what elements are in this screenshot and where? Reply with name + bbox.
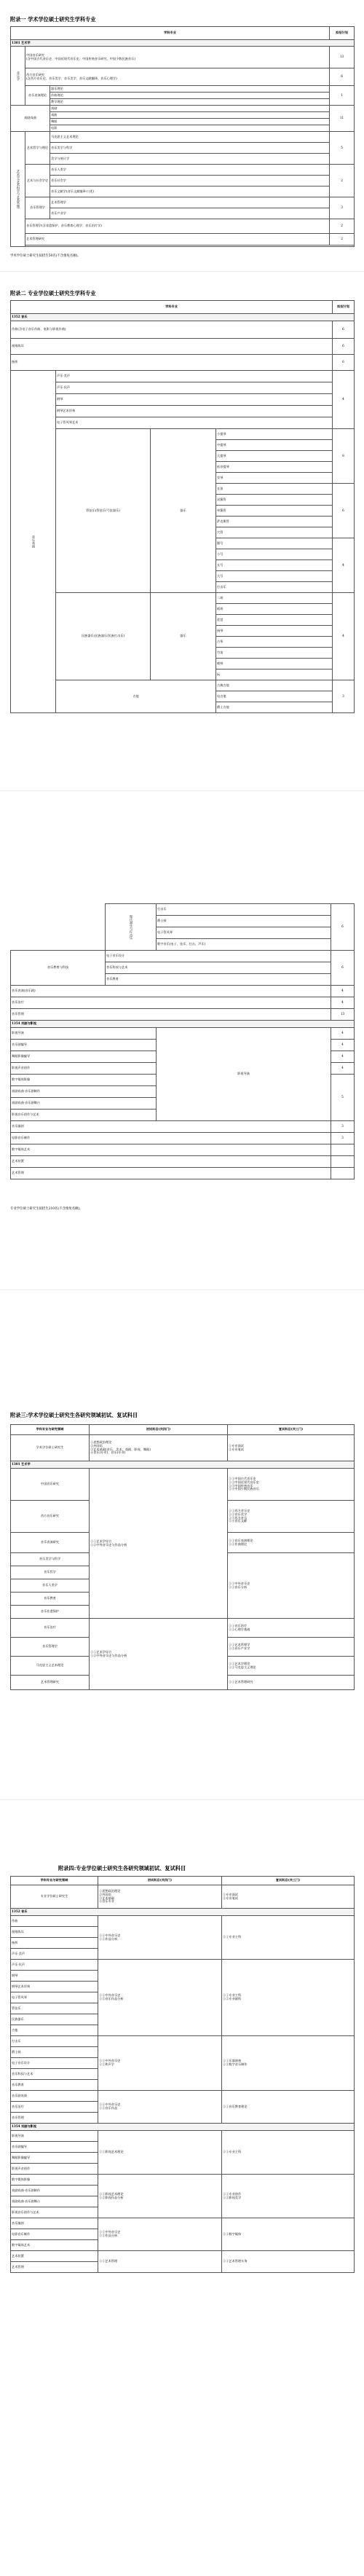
t4-row-5: 音乐哲学 <box>11 1566 90 1579</box>
t3-b-row-1-count: 4 <box>331 1028 355 1040</box>
t5-blk-1-e1: ①①中外音乐史 ①②作品分析 <box>98 1916 222 1960</box>
guitar-item-3: 爵士吉他 <box>216 702 333 713</box>
t3-b-row-5: 数字媒体影像 <box>11 1075 157 1086</box>
inst-item-9: 萨克斯管 <box>216 517 333 527</box>
t5-b-row-7: 戏剧戏曲·音乐剧舞台 <box>11 2196 98 2207</box>
t3-modern-label: 现代器乐与打击乐 <box>106 904 157 951</box>
t5-b-row-8: 影视音乐创作与艺术 <box>11 2207 98 2218</box>
music-row-3-count: 1 <box>330 86 355 106</box>
t5-bb-1-e2: ①①专业主科 <box>222 2131 355 2175</box>
chinese-inst-label: 器乐 <box>151 593 216 680</box>
t3-b-row-4: 影视声音创作 <box>11 1063 157 1075</box>
chinese-item-5: 古筝 <box>216 637 333 648</box>
header-count: 拟招计划 <box>330 27 355 40</box>
t5-row-4: 声乐·美声 <box>11 1949 98 1960</box>
appendix-4-table <box>10 1876 355 2273</box>
t4-more-2-e2: ①①艺术管理学 ①②音乐产业学 <box>228 1638 355 1657</box>
t3-c-row-4: 艺术装置 <box>11 1156 331 1168</box>
t5-b-row-10: 电影音乐制作 <box>11 2229 98 2240</box>
guitar-header: 吉他 <box>56 680 216 713</box>
t4-more-2: 音乐管理学 <box>11 1638 90 1657</box>
inst-item-7: 双簧管 <box>216 495 333 506</box>
t4-more-1: 音乐治疗 <box>11 1619 90 1638</box>
inst-item-11: 圆号 <box>216 538 333 549</box>
t5-bb-4-e1: ①①艺术管理 <box>98 2251 222 2273</box>
t5-group-1352: 1352 音乐 <box>11 1909 355 1916</box>
guitar-item-1: 古典吉他 <box>216 680 333 691</box>
t5-bb-2-e1: ①①影视艺术理论 ①②影视作品分析 <box>98 2175 222 2218</box>
chinese-item-8: 阮 <box>216 669 333 680</box>
opera-row-4: 电影 <box>50 125 330 132</box>
t5-row-6: 钢琴 <box>11 1971 98 1982</box>
inst-item-4: 低音提琴 <box>216 462 333 473</box>
music-row-3-sub-1: 器乐理论 <box>50 86 330 93</box>
ai-block-3-item-1: 艺术管理学 <box>50 197 330 208</box>
t5-bb-2-e2: ①①专业创作 ①②影视美学 <box>222 2175 355 2218</box>
t2-row-2-count: 6 <box>333 339 355 355</box>
t4-header-1: 学科专业与研究领域 <box>11 1425 90 1435</box>
t5-blk-2-e2: ①①专业主科 ①②专业副科 <box>222 1960 355 2036</box>
chinese-item-1: 二胡 <box>216 593 333 604</box>
t3-mgmt: 音乐管理 <box>11 1009 331 1021</box>
ai-block-2-label: 艺术与社会学史 <box>25 165 50 197</box>
t5-row0-exam2: ①专业面试 ②专业笔试 <box>222 1885 355 1909</box>
ai-last-count: 2 <box>330 234 355 246</box>
t3-mgmt-count: 13 <box>331 1009 355 1021</box>
vocal-item-3: 钢琴 <box>56 394 333 406</box>
t3-b-row-3: 舞蹈影像编导 <box>11 1051 157 1063</box>
t5-b-row-12: 艺术装置 <box>11 2251 98 2262</box>
inst-item-12: 小号 <box>216 549 333 560</box>
t3-b-row-6: 戏剧戏曲·音乐剧制作 <box>11 1086 157 1098</box>
t4-row-2: 西方音乐研究 <box>11 1501 90 1533</box>
t5-blk-3-e1: ①①中外音乐史 ①②和声学 <box>98 2036 222 2091</box>
t5-blk-4-e1: ①①中外音乐史 ①②音乐作品 <box>98 2091 222 2124</box>
t4-row-3-e2: ①①音乐表演理论 ①②作曲理论 <box>228 1533 355 1553</box>
t4-more-3-e2: ①①艺术学理论 ①②马克思主义理论 <box>228 1657 355 1676</box>
t3-modern-item-3: 电子管风琴 <box>157 927 331 939</box>
opera-row-2: 戏曲 <box>50 112 330 119</box>
t5-row-10: 民族器乐 <box>11 2014 98 2025</box>
inst-item-8: 单簧管 <box>216 506 333 517</box>
t4-row0-exam1: ①思想政治理论 ②外国语 ③艺术基础(音乐、美术、戏剧、影视、舞蹈) ④音乐(专业)、音乐(专业) <box>90 1435 228 1461</box>
ai-block-2-count: 2 <box>330 165 355 197</box>
ai-extra: 音乐管理学(含非遗保护、音乐教育心理学、音乐治疗学) <box>25 219 330 234</box>
t5-row-13: 爵士鼓 <box>11 2047 98 2058</box>
t5-blk-4-e2: ①①音乐教育理论 <box>222 2091 355 2124</box>
t4-more-4: 艺术管理研究 <box>11 1676 90 1690</box>
inst-item-14: 大号 <box>216 571 333 582</box>
t4-row-2-e2: ①①西方音乐史 ①②音乐美学 ①③西方音乐 ①④音乐文献 <box>228 1501 355 1533</box>
t3-modern-item-4: 数字音乐(电子、弦乐、打击、声乐) <box>157 939 331 951</box>
appendix-3-title: 附录三:学术学位硕士研究生各研究领域初试、复试科目 <box>10 1412 138 1418</box>
opera-row-3: 舞蹈 <box>50 119 330 125</box>
t3-edu-item-3: 音乐教育 <box>106 974 331 986</box>
t4-row0-exam2: ①专业面试 ②专业笔试 <box>228 1435 355 1461</box>
t4-row-4-e2: ①①中外音乐史 ①②音乐分析 <box>228 1553 355 1619</box>
inst-item-10: 大管 <box>216 527 333 538</box>
group-1352: 1352 音乐 <box>11 314 355 321</box>
t4-group-1301: 1301 艺术学 <box>11 1461 355 1469</box>
t4-exam-mid: ①①艺术学综合 ①②中外音乐史与作品分析 <box>90 1469 228 1619</box>
t5-b-row-5: 数字媒体影像 <box>11 2175 98 2186</box>
appendix-4-title: 附录四:专业学位硕士研究生各研究领域初试、复试科目 <box>58 1865 186 1872</box>
inst-sub: 管弦乐(管弦乐/弓弦器乐) <box>56 429 151 593</box>
ai-block-1-label: 艺术哲学与理论 <box>25 132 50 165</box>
appendix-3-table <box>10 1424 355 1690</box>
page-break-2 <box>0 790 364 791</box>
t5-b-row-3: 舞蹈影像编导 <box>11 2153 98 2164</box>
inst-header: 器乐 <box>151 429 216 593</box>
group-1354: 1354 戏剧与影视 <box>11 1021 355 1028</box>
t4-row0-label: 学术学位硕士研究生 <box>11 1435 90 1461</box>
t5-b-row-1: 影视导演 <box>11 2131 98 2142</box>
t5-row-12: 打击乐 <box>11 2036 98 2047</box>
music-row-3-label: 音乐表演理论 <box>25 86 50 106</box>
t3-edu-count: 6 <box>331 951 355 986</box>
appendix-1-title: 附录一 学术学位硕士研究生学科专业 <box>10 16 96 23</box>
ai-block-1-item-1: 马克思主义艺术理论 <box>50 132 330 143</box>
music-row-3-sub-2: 作曲理论 <box>50 93 330 99</box>
inst-item-3: 大提琴 <box>216 451 333 462</box>
t4-row-6: 音乐人类学 <box>11 1579 90 1593</box>
appendix-2-table <box>10 300 355 713</box>
t5-row-2: 视唱练耳 <box>11 1927 98 1938</box>
t3-therapy-count: 4 <box>331 997 355 1009</box>
inst-item-1: 小提琴 <box>216 429 333 440</box>
t3-b-row-7: 戏剧戏曲·音乐剧舞台 <box>11 1098 157 1110</box>
t2-row-3-count: 6 <box>333 355 355 371</box>
t5-header-3: 复试科目(共三门) <box>222 1877 355 1885</box>
t4-more-3: 马克思主义艺术理论 <box>11 1657 90 1676</box>
t3-b-row-8: 影视音乐创作与艺术 <box>11 1110 157 1121</box>
appendix-1-note: 学术学位硕士研究生拟招生50名(不含推免名额)。 <box>10 254 81 258</box>
ai-cat: 艺术学(艺术科学与艺术管理) <box>11 132 25 247</box>
t5-row-18: 音乐治疗 <box>11 2102 98 2113</box>
group-1301: 1301 艺术学 <box>11 40 355 47</box>
t3-edu-item-1: 电子音乐设计 <box>106 951 331 962</box>
inst-item-2: 中提琴 <box>216 440 333 451</box>
t5-b-row-11: 数字媒体艺术 <box>11 2240 98 2251</box>
t5-blk-3-e2: ①①乐器演奏 ①②数字音乐制作 <box>222 2036 355 2091</box>
t5-row-7: 钢琴艺术伴奏 <box>11 1982 98 1992</box>
header-subject: 学科专业 <box>11 27 330 40</box>
page-break-1 <box>0 271 364 272</box>
music-row-2: 西方音乐研究 (含西方音乐史、音乐美学、音乐美学、音乐文献翻译、音乐心理学) <box>25 68 330 86</box>
t5-b-row-13: 艺术管理 <box>11 2262 98 2273</box>
t4-row-7: 音乐教育 <box>11 1593 90 1606</box>
ai-block-3-item-2: 音乐产业学 <box>50 208 330 219</box>
t3-modern-item-2: 爵士鼓 <box>157 916 331 927</box>
t3-musical: 音乐表演(音乐剧) <box>11 986 331 997</box>
header-subject-2: 学科专业 <box>11 301 333 314</box>
t3-modern-count: 6 <box>331 904 355 951</box>
t2-row-1: 作曲(含电子音乐作曲、电影与影视作曲) <box>11 321 333 339</box>
appendix-2-note: 专业学位硕士研究生拟招生210名(不含推免名额)。 <box>10 1207 83 1211</box>
t3-therapy: 音乐治疗 <box>11 997 331 1009</box>
t5-bb-4-e2: ①①艺术管理实务 <box>222 2251 355 2273</box>
chinese-item-7: 唢呐 <box>216 659 333 669</box>
t5-row-1: 作曲 <box>11 1916 98 1927</box>
guitar-item-2: 电吉他 <box>216 691 333 702</box>
appendix-2-title: 附录二 专业学位硕士研究生学科专业 <box>10 290 96 297</box>
chinese-count: 4 <box>333 593 355 680</box>
t4-exam-mid-b: ①①艺术学综合 ①②中外音乐史与作品分析 <box>90 1619 228 1690</box>
guitar-count: 3 <box>333 680 355 713</box>
ai-block-1-item-3: 美学与统计学 <box>50 154 330 165</box>
appendix-2-table-cont <box>10 903 355 1179</box>
chinese-item-2: 板胡 <box>216 604 333 615</box>
vocal-item-2: 声乐·民声 <box>56 382 333 394</box>
t3-c-row-2: 电影音乐制作 <box>11 1133 331 1144</box>
t3-b-row-3-count: 4 <box>331 1051 355 1063</box>
t3-b-row-4-count: 4 <box>331 1063 355 1075</box>
ai-block-3-count: 3 <box>330 197 355 219</box>
t5-b-row-2: 音乐剧编导 <box>11 2142 98 2153</box>
ai-extra-count: 2 <box>330 219 355 234</box>
t4-row-8: 音乐非遗保护 <box>11 1606 90 1619</box>
t5-bb-3-e2: ①①数字媒体 <box>222 2218 355 2251</box>
t2-row-3: 指挥 <box>11 355 333 371</box>
t3-b-row-1: 影视导演 <box>11 1028 157 1040</box>
music-row-2-count: 6 <box>330 68 355 86</box>
vocal-item-4: 钢琴艺术伴奏 <box>56 406 333 417</box>
inst-count-2: 6 <box>333 484 355 538</box>
inst-count-3: 4 <box>333 538 355 593</box>
chinese-item-4: 扬琴 <box>216 626 333 637</box>
t5-row0-label: 专业学位硕士研究生 <box>11 1885 98 1909</box>
page-break-4 <box>0 1799 364 1800</box>
inst-count-1: 8 <box>333 429 355 484</box>
ai-block-1-count: 5 <box>330 132 355 165</box>
chinese-item-3: 琵琶 <box>216 615 333 626</box>
t5-row-9: 管弦乐 <box>11 2003 98 2014</box>
t5-row-15: 音乐科技与艺术 <box>11 2069 98 2080</box>
t3-c-row-3: 数字媒体艺术 <box>11 1144 331 1156</box>
t3-film-count: 5 <box>331 1075 355 1121</box>
t5-row-5: 声乐·民声 <box>11 1960 98 1971</box>
ai-block-2-item-2: 音乐社会学 <box>50 176 330 186</box>
t5-b-row-9: 音乐编创 <box>11 2218 98 2229</box>
t3-b-row-2-count: 4 <box>331 1040 355 1051</box>
inst-item-13: 长号 <box>216 560 333 571</box>
t4-row-4: 音乐美学与科学 <box>11 1553 90 1566</box>
t5-b-row-4: 影视声音创作 <box>11 2164 98 2175</box>
t3-edu-item-2: 音乐科技与艺术 <box>106 962 331 974</box>
opera-count: 11 <box>330 106 355 132</box>
page-break-3 <box>0 1289 364 1290</box>
ai-block-2-item-1: 音乐人类学 <box>50 165 330 176</box>
vocal-count: 4 <box>333 371 355 429</box>
t3-film-group: 影视导演 <box>157 1028 331 1121</box>
vocal-item-1: 声乐·美声 <box>56 371 333 382</box>
inst-item-6: 长笛 <box>216 484 333 495</box>
t5-row-3: 指挥 <box>11 1938 98 1949</box>
t5-bb-3-e1: ①①中外音乐史 ①②作品分析 <box>98 2218 222 2251</box>
inst-item-15: 打击乐 <box>216 582 333 593</box>
perf-cat: 音乐表演 <box>11 371 56 713</box>
t5-blk-1-e2: ①①专业主科 <box>222 1916 355 1960</box>
ai-block-2-item-3: 音乐文献学(音乐文献编译·口述) <box>50 186 330 197</box>
t3-edu-label: 音乐教育与科技 <box>11 951 106 986</box>
t2-row-2: 视唱练耳 <box>11 339 333 355</box>
t5-row0-exam1: ①思想政治理论 ②外国语 ③艺术基础 ④音乐专业 <box>98 1885 222 1909</box>
music-cat: 音乐学 <box>11 47 25 106</box>
t4-row-3: 音乐表演研究 <box>11 1533 90 1553</box>
t3-musical-count: 4 <box>331 986 355 997</box>
inst-item-5: 竖琴 <box>216 473 333 484</box>
music-row-3-sub-3: 教学理论 <box>50 99 330 106</box>
appendix-1-table <box>10 26 355 247</box>
t5-group-1354: 1354 戏剧与影视 <box>11 2124 355 2131</box>
t3-c-row-1: 音乐编创 <box>11 1121 331 1133</box>
t5-row-11: 吉他 <box>11 2025 98 2036</box>
t4-header-2: 初试科目(共四门) <box>90 1425 228 1435</box>
music-row-1-count: 13 <box>330 47 355 68</box>
t4-header-3: 复试科目(共三门) <box>228 1425 355 1435</box>
chinese-item-6: 竹笛 <box>216 648 333 659</box>
t3-c-row-2-count: 3 <box>331 1133 355 1144</box>
t2-row-1-count: 6 <box>333 321 355 339</box>
t5-header-2: 初试科目(共四门) <box>98 1877 222 1885</box>
music-row-1: 中国音乐研究 (含中国古代音乐史、中国近现代音乐史、中国传统音乐研究、中国少数民族音乐) <box>25 47 330 68</box>
t3-modern-item-1: 打击乐 <box>157 904 331 916</box>
t5-row-8: 电子管风琴 <box>11 1992 98 2003</box>
t4-row-1: 中国音乐研究 <box>11 1469 90 1501</box>
t5-row-17: 音乐剧表演 <box>11 2091 98 2102</box>
t3-c-row-1-count: 3 <box>331 1121 355 1133</box>
t5-row-19: 音乐管理 <box>11 2113 98 2124</box>
t5-row-16: 音乐教育 <box>11 2080 98 2091</box>
header-count-2: 拟招计划 <box>333 301 355 314</box>
t5-header-1: 学科专业与研究领域 <box>11 1877 98 1885</box>
vocal-item-5: 电子管风琴艺术 <box>56 417 333 429</box>
ai-block-3-label: 音乐管理学 <box>25 197 50 219</box>
t5-blk-2-e1: ①①中外音乐史 ①②音乐作品分析 <box>98 1960 222 2036</box>
t3-b-row-2: 音乐剧编导 <box>11 1040 157 1051</box>
ai-block-1-item-2: 音乐美学与科学 <box>50 143 330 154</box>
opera-cat: 戏剧戏曲 <box>11 106 50 132</box>
ai-last: 艺术管理研究 <box>25 234 330 246</box>
t4-more-4-e2: ①①艺术管理研究 <box>228 1676 355 1690</box>
t5-bb-1-e1: ①①影视艺术理论 <box>98 2131 222 2175</box>
t3-c-row-5: 艺术管理 <box>11 1168 331 1179</box>
t5-row-14: 电子音乐设计 <box>11 2058 98 2069</box>
t4-row-1-e2: ①①中国古代音乐史 ①②中国近现代音乐史 ①③中国传统音乐 ①④中国少数民族音乐 <box>228 1469 355 1501</box>
t5-b-row-6: 戏剧戏曲·音乐剧制作 <box>11 2186 98 2196</box>
t4-more-1-e2: ①①音乐治疗 ①②心理学基础 <box>228 1619 355 1638</box>
opera-row-1: 戏剧 <box>50 106 330 112</box>
chinese-header: 民族器乐(民族器乐/民族打击乐) <box>56 593 151 680</box>
